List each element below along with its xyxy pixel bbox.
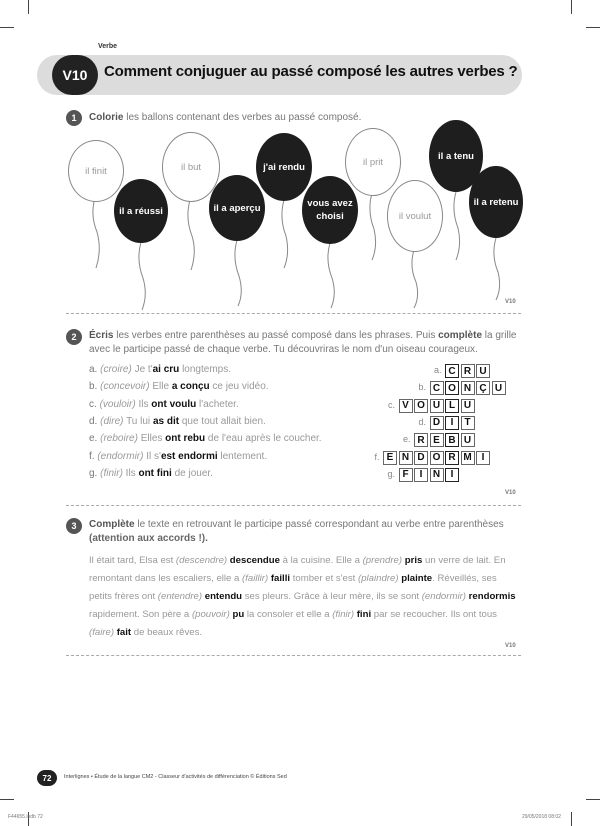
sentence-prefix: Il s': [143, 450, 161, 462]
text-segment: rapidement. Son père a: [89, 609, 192, 620]
exercise-3-instruction: Complète le texte en retrouvant le participe passé correspondant au verbe entre parenthèses: [89, 519, 504, 530]
balloon-9[interactable]: il a tenu: [429, 120, 483, 192]
sentence-letter: b.: [89, 381, 98, 393]
grid-cell: R: [461, 364, 475, 378]
verb-hint: (faire): [89, 627, 115, 638]
sentence-suffix: l'acheter.: [196, 398, 239, 410]
exercise-2-code: V10: [505, 490, 516, 496]
exercise-2-number: 2: [66, 329, 82, 345]
sentence-row: [89, 467, 213, 481]
grid-cell: C: [430, 381, 444, 395]
sentence-letter: d.: [89, 415, 98, 427]
sentence-prefix: Tu lui: [123, 415, 153, 427]
exercise-3-code: V10: [505, 643, 516, 649]
grid-cell: E: [430, 433, 444, 447]
page-title: Comment conjuguer au passé composé les autres verbes ?: [104, 63, 518, 80]
sentence-row: [89, 380, 269, 394]
grid-cell: U: [461, 399, 475, 413]
lesson-badge: V10: [52, 55, 98, 95]
grid-row-label: d.: [418, 416, 426, 427]
grid-cell: E: [383, 451, 397, 465]
grid-row-label: g.: [387, 468, 395, 479]
grid-cell: R: [414, 433, 428, 447]
grid-cell: U: [476, 364, 490, 378]
grid-row-label: b.: [418, 382, 426, 393]
sentence-answer: ont fini: [138, 467, 172, 479]
exercise-1-code: V10: [505, 299, 516, 305]
sentence-suffix: lentement.: [217, 450, 268, 462]
grid-row-label: a.: [433, 365, 442, 375]
participle-answer: entendu: [204, 591, 243, 602]
grid-cell: N: [430, 468, 444, 482]
sentence-verb: (croire): [100, 364, 132, 375]
grid-cell: B: [445, 433, 459, 447]
text-segment: à la cuisine. Elle a: [279, 555, 363, 566]
text-segment: la consoler et elle a: [244, 609, 333, 620]
text-segment: ses pleurs. Grâce à leur mère, ils se sont: [242, 591, 422, 602]
sentence-suffix: que tout allait bien.: [179, 415, 266, 427]
separator: [66, 655, 521, 656]
sentence-answer: as dit: [152, 415, 180, 427]
grid-cell: N: [399, 451, 413, 465]
grid-cell: I: [445, 416, 459, 430]
sentence-verb: (vouloir): [99, 398, 136, 410]
grid-cell: O: [430, 451, 444, 465]
sentence-answer: ont voulu: [151, 398, 197, 410]
verb-hint: (entendre): [157, 591, 203, 602]
participle-answer: failli: [270, 573, 291, 584]
section-tag: Verbe: [98, 43, 118, 50]
balloon-5[interactable]: j'ai rendu: [256, 133, 312, 201]
exercise-1-number: 1: [66, 110, 82, 126]
grid-cell: U: [430, 399, 444, 413]
grid-cell: V: [399, 399, 413, 413]
participle-answer: rendormis: [468, 591, 516, 602]
grid-cell: D: [414, 451, 428, 465]
sentence-suffix: de l'eau après le coucher.: [205, 433, 322, 445]
sentence-prefix: Ils: [135, 398, 152, 410]
sentence-verb: (finir): [100, 467, 123, 479]
grid-cell: O: [445, 381, 459, 395]
verb-hint: (pouvoir): [191, 609, 230, 620]
sentence-letter: c.: [89, 398, 97, 410]
text-segment: tomber et s'est: [290, 573, 358, 584]
sentence-row: [89, 363, 231, 377]
text-segment: Il était tard, Elsa est: [89, 555, 176, 566]
sentence-letter: a.: [89, 364, 98, 375]
text-segment: un verre de lait. En remontant dans les escaliers, elle a: [89, 555, 506, 584]
sentence-prefix: Ils: [122, 467, 139, 479]
sentence-verb: (endormir): [97, 450, 144, 462]
grid-cell: Ç: [476, 381, 490, 395]
sentence-answer: a conçu: [171, 381, 210, 393]
sentence-letter: e.: [89, 433, 98, 445]
grid-cell: C: [445, 364, 459, 378]
participle-answer: fini: [356, 609, 372, 620]
text-segment: par se recoucher. Ils ont tous: [371, 609, 497, 620]
grid-cell: F: [399, 468, 413, 482]
balloon-3[interactable]: il but: [162, 132, 220, 202]
sentence-letter: g.: [89, 467, 98, 479]
grid-cell: U: [461, 433, 475, 447]
sentence-prefix: Elle: [149, 381, 172, 393]
verb-hint: (endormir): [421, 591, 466, 602]
grid-cell: M: [461, 451, 475, 465]
grid-row-label: e.: [402, 434, 411, 445]
grid-row-label: f.: [374, 451, 380, 462]
sentence-verb: (dire): [100, 415, 124, 427]
sentence-letter: f.: [89, 450, 95, 462]
sentence-verb: (concevoir): [100, 381, 150, 393]
sentence-answer: ai cru: [152, 364, 180, 375]
verb-hint: (prendre): [362, 555, 403, 566]
footer-credit: Interlignes • Étude de la langue CM2 - Classeur d'activités de différenciation © Éditions Sed: [64, 774, 287, 780]
grid-cell: I: [445, 468, 459, 482]
text-segment: . Réveillés, ses petits frères ont: [89, 573, 497, 602]
page-number: 72: [37, 770, 57, 786]
sentence-suffix: de jouer.: [171, 467, 213, 479]
balloon-7[interactable]: il prit: [345, 128, 401, 196]
participle-answer: pris: [404, 555, 423, 566]
text-segment: de beaux rêves.: [131, 627, 203, 638]
verb-hint: (finir): [332, 609, 355, 620]
separator: [66, 313, 521, 314]
grid-cell: O: [414, 399, 428, 413]
exercise-3-number: 3: [66, 518, 82, 534]
grid-cell: I: [414, 468, 428, 482]
exercise-2-instruction-line2: avec le participe passé de chaque verbe. Tu découvriras le nom d'un oiseau courageux.: [89, 344, 478, 355]
grid-cell: I: [476, 451, 490, 465]
sentence-suffix: ce jeu vidéo.: [209, 381, 269, 393]
balloon-2[interactable]: il a réussi: [114, 179, 168, 243]
grid-cell: R: [445, 451, 459, 465]
verb-hint: (descendre): [175, 555, 228, 566]
verb-hint: (faillir): [242, 573, 269, 584]
balloon-8[interactable]: il voulut: [387, 180, 443, 252]
grid-cell: T: [461, 416, 475, 430]
print-date-info: 29/05/2018 08:02: [522, 814, 561, 820]
sentence-prefix: Je t': [131, 364, 153, 375]
grid-cell: L: [445, 399, 459, 413]
participle-answer: fait: [116, 627, 132, 638]
sentence-verb: (reboire): [100, 433, 138, 445]
exercise-3-text: [89, 552, 521, 642]
grid-cell: D: [430, 416, 444, 430]
sentence-row: [89, 432, 322, 446]
balloon-4[interactable]: il a aperçu: [209, 175, 265, 241]
grid-row-label: c.: [387, 399, 395, 410]
balloon-1[interactable]: il finit: [68, 140, 124, 202]
exercise-3-instruction-line2: (attention aux accords !).: [89, 533, 208, 544]
verb-hint: (plaindre): [358, 573, 399, 584]
sentence-prefix: Elles: [137, 433, 166, 445]
participle-answer: plainte: [401, 573, 433, 584]
balloon-10[interactable]: il a retenu: [469, 166, 523, 238]
sentence-row: [89, 398, 239, 412]
sentence-answer: ont rebu: [165, 433, 206, 445]
participle-answer: pu: [232, 609, 245, 620]
print-file-info: F44655.indb 72: [8, 814, 43, 820]
sentence-answer: est endormi: [160, 450, 218, 462]
balloon-6[interactable]: vous avez choisi: [302, 176, 358, 244]
sentence-row: [89, 415, 266, 429]
exercise-1-instruction: Colorie les ballons contenant des verbes au passé composé.: [89, 112, 362, 123]
participle-answer: descendue: [229, 555, 280, 566]
grid-cell: U: [492, 381, 506, 395]
exercise-2-instruction: Écris les verbes entre parenthèses au passé composé dans les phrases. Puis complète la grille: [89, 330, 517, 341]
sentence-row: [89, 450, 267, 464]
separator: [66, 505, 521, 506]
grid-cell: N: [461, 381, 475, 395]
sentence-suffix: longtemps.: [179, 364, 231, 375]
